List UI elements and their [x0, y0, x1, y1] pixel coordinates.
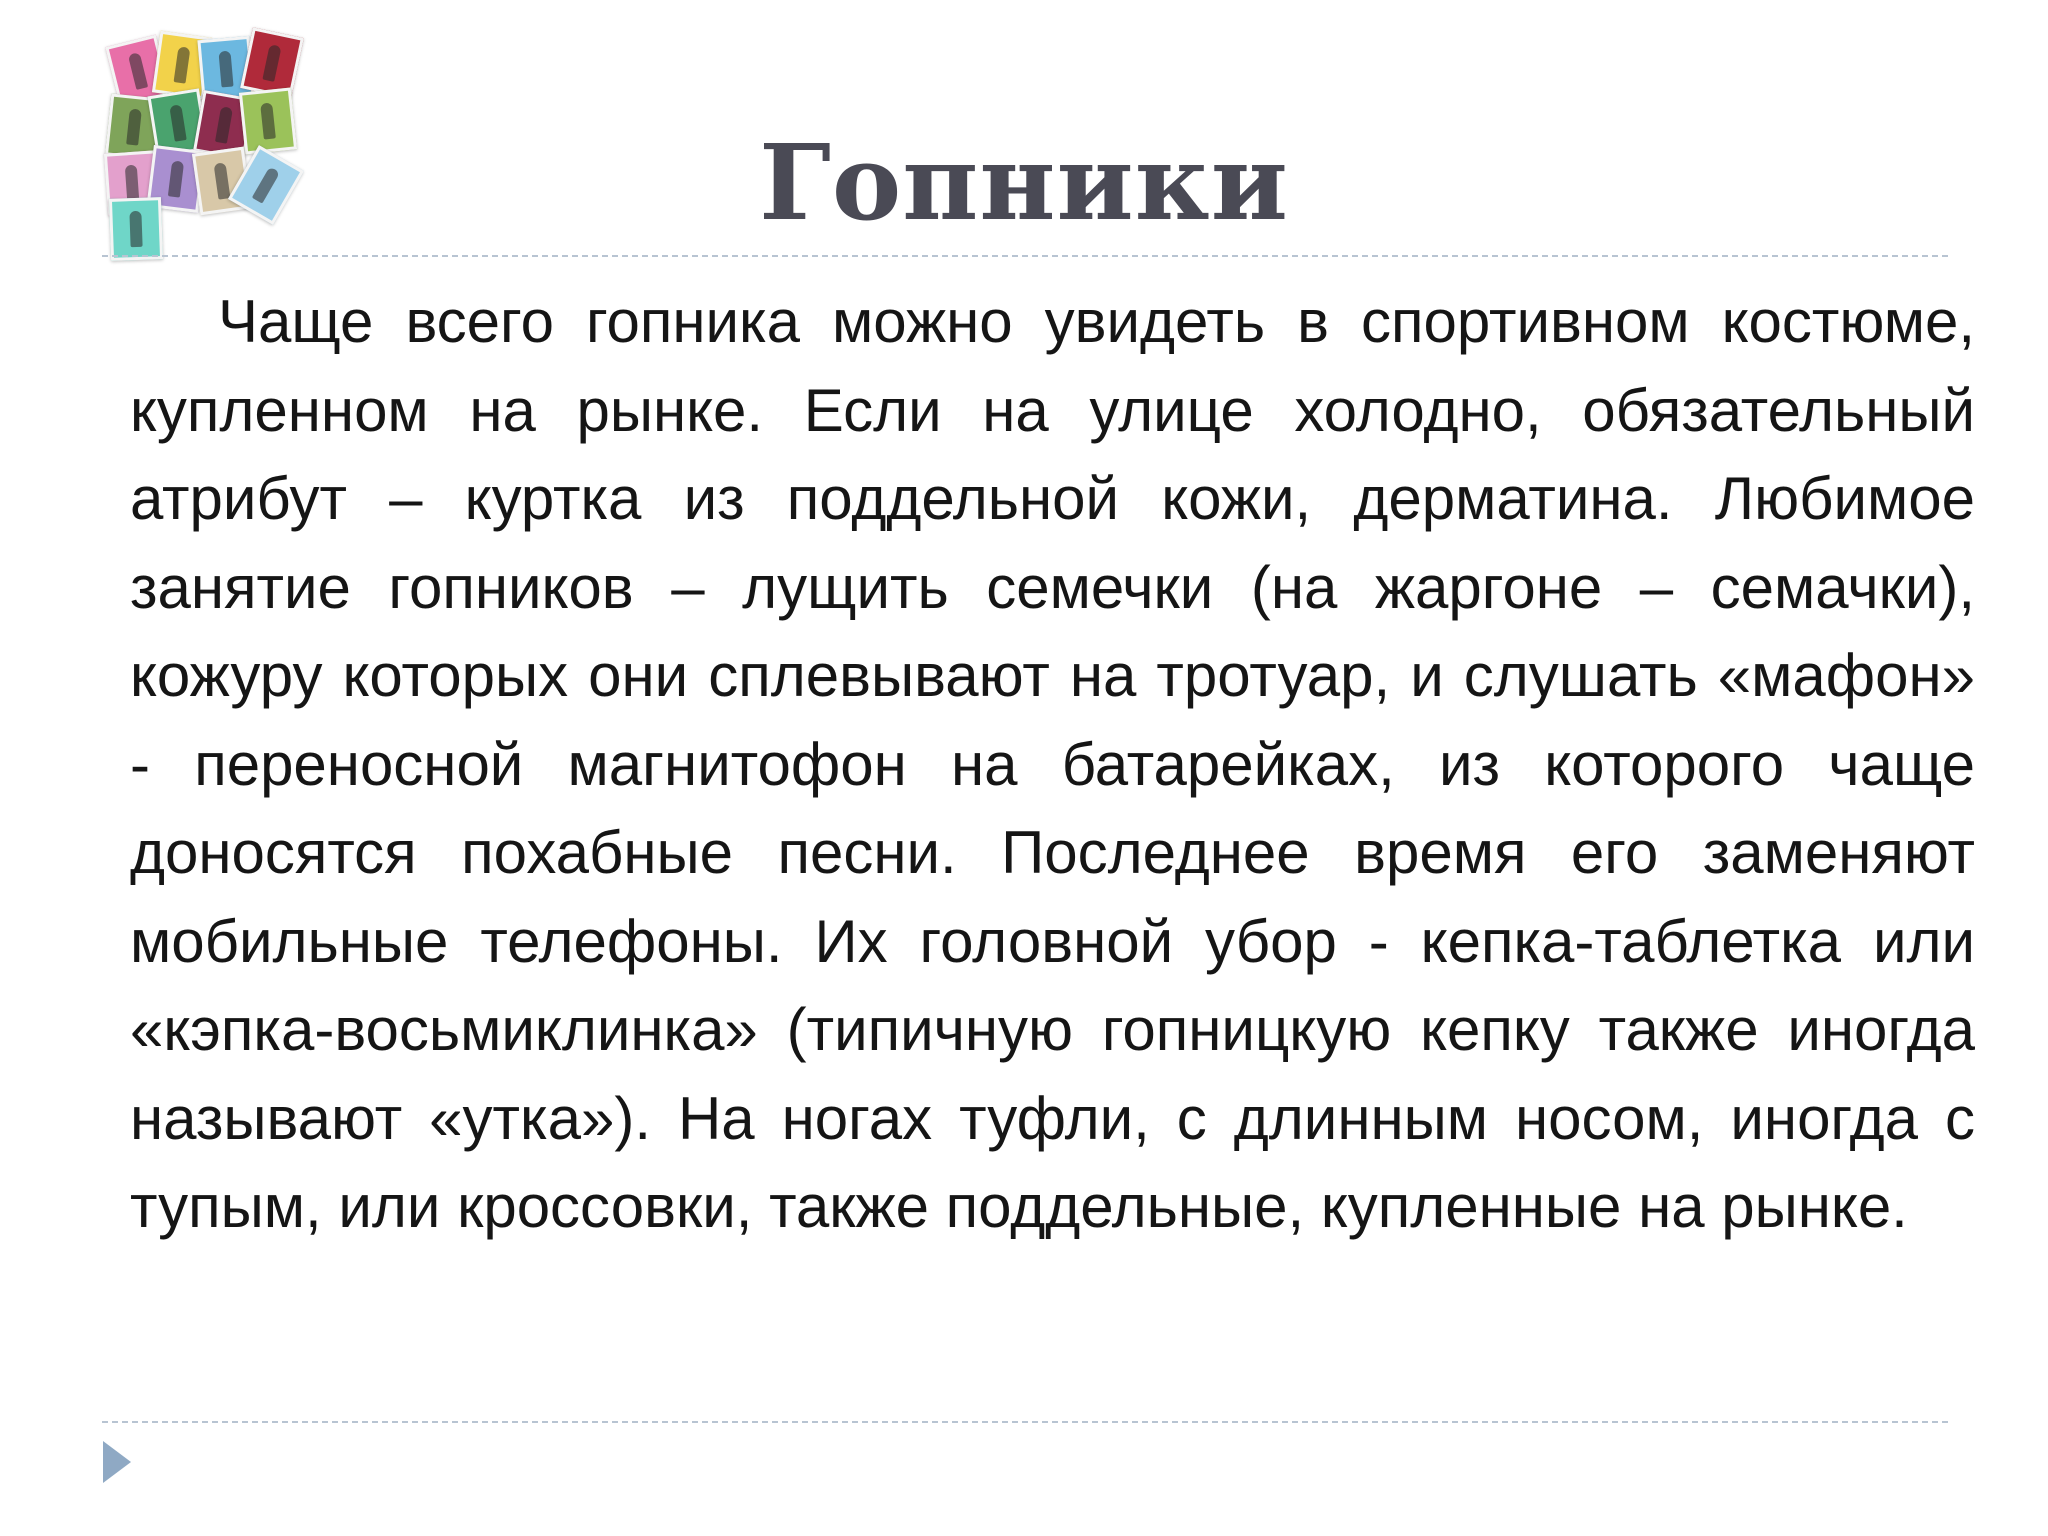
collage-photo: [240, 27, 304, 98]
slide-title: Гопники: [759, 121, 1289, 244]
slide-body-text: Чаще всего гопника можно увидеть в спортивном костюме, купленном на рынке. Если на улице холодно, обязательный атрибут – куртка из поддельной кожи, дерматина. Любимое занятие гопников – лущить семечки (на жаргоне – семачки), кожуру которых они сплевывают на тротуар, и слушать «мафон» - переносной магнитофон на батарейках, из которого чаще доносятся похабные песни. Последнее время его заменяют мобильные телефоны. Их головной убор - кепка-таблетка или «кэпка-восьмиклинка» (типичную гопницкую кепку также иногда называют «утка»). На ногах туфли, с длинным носом, иногда с тупым, или кроссовки, также поддельные, купленные на рынке.: [130, 288, 1975, 1240]
bottom-divider: [102, 1421, 1948, 1423]
top-divider: [102, 255, 1948, 257]
triangle-bullet-icon: [103, 1441, 131, 1483]
